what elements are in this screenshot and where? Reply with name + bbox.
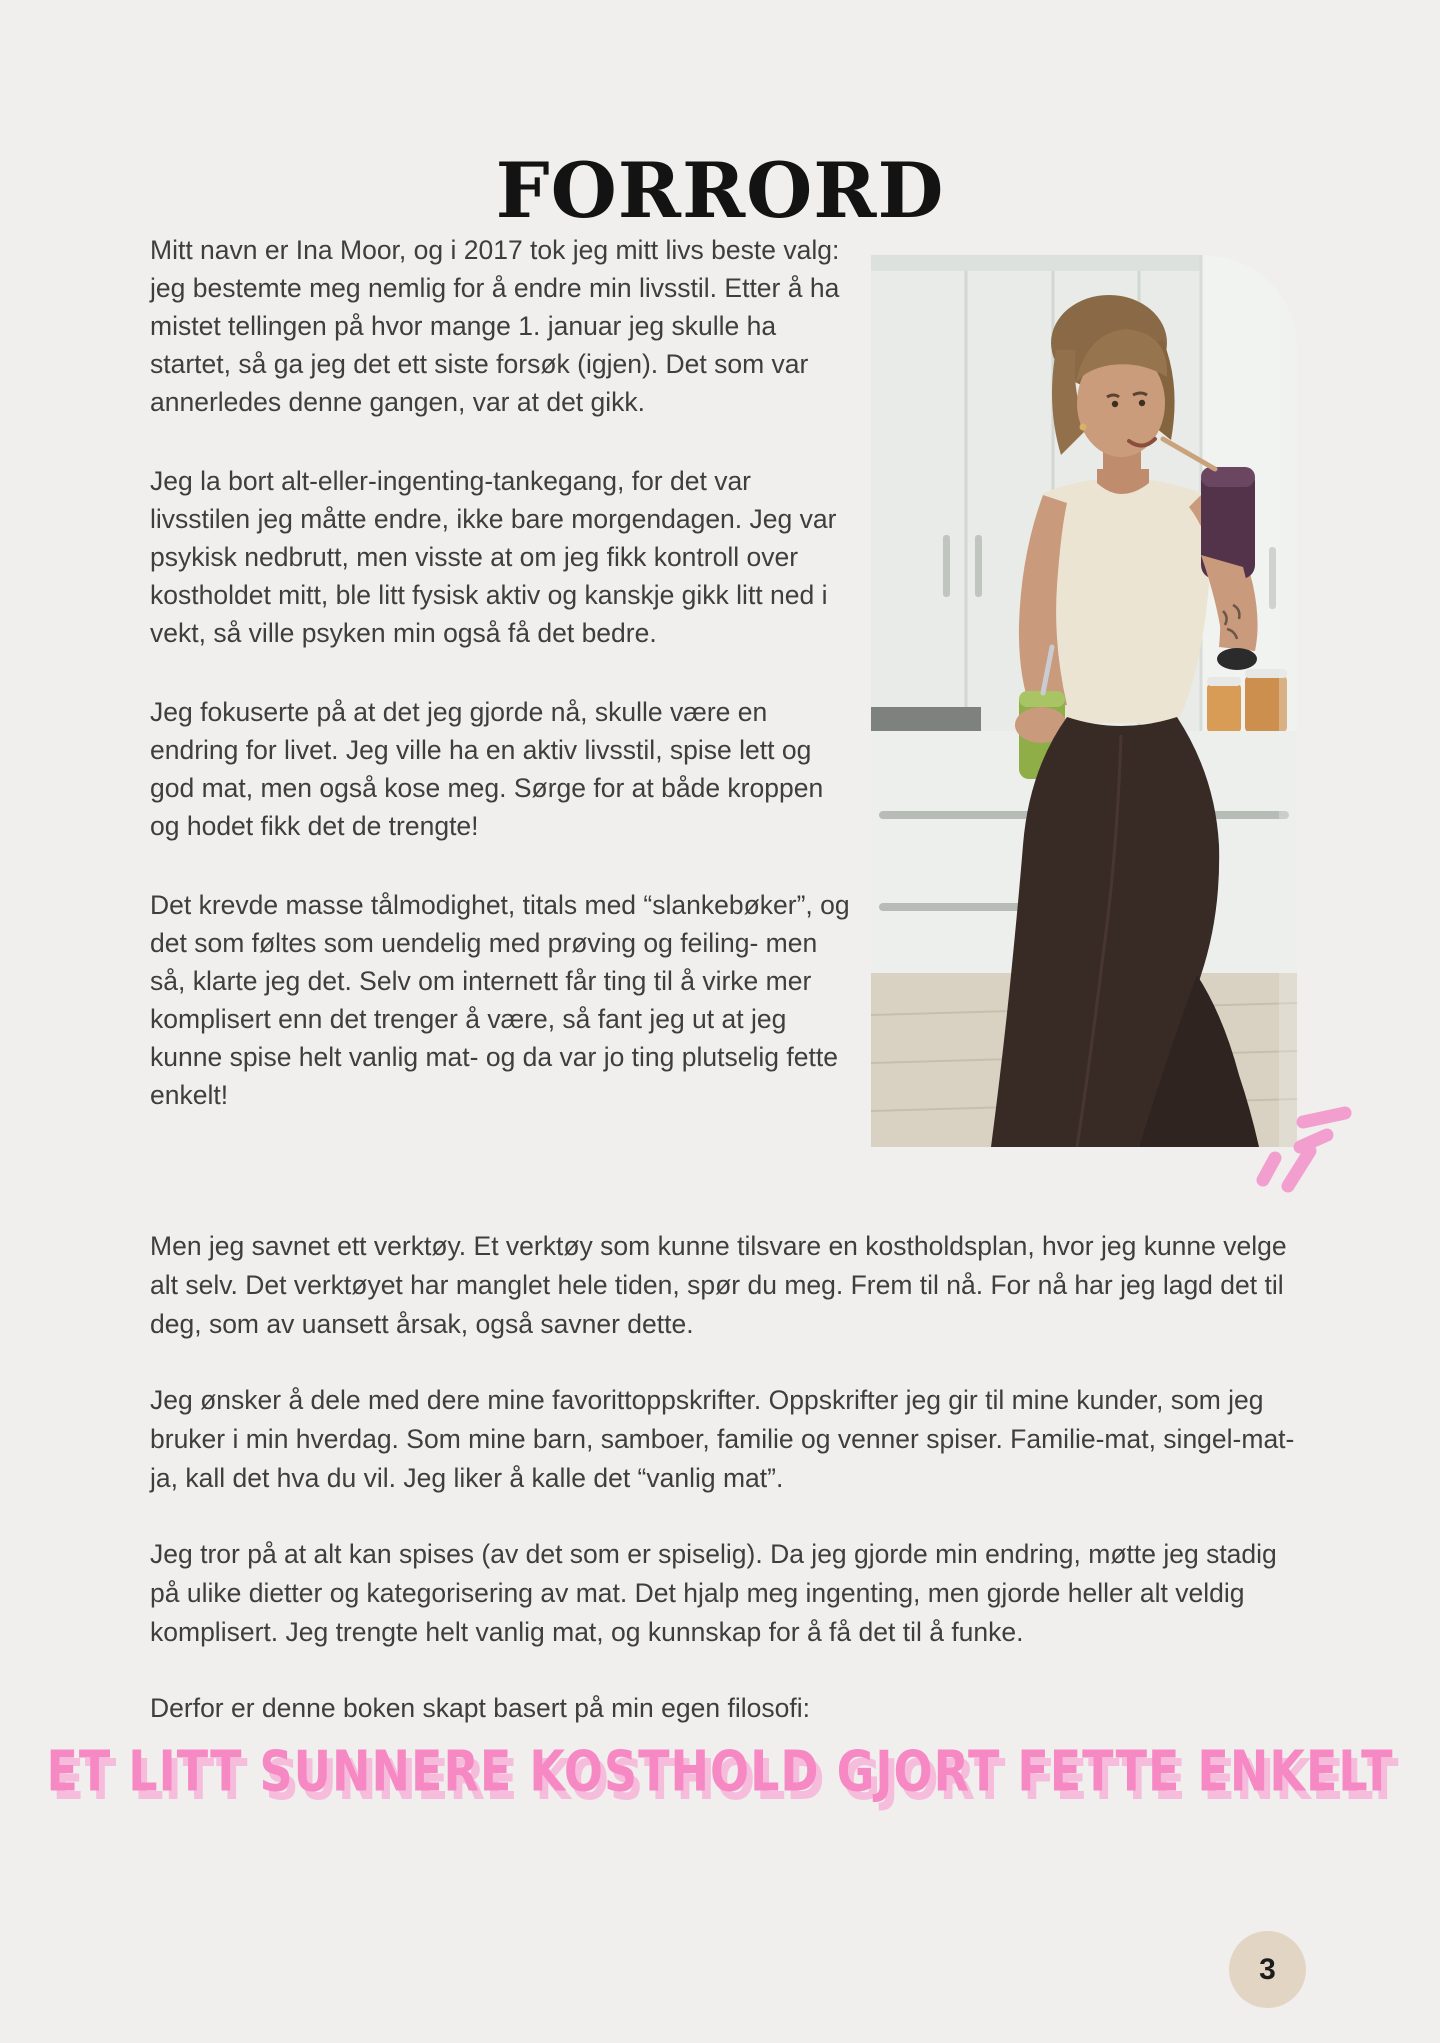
page-number-badge: [1229, 1931, 1306, 2008]
intro-text-column: [150, 231, 858, 1155]
philosophy-slogan: ET LITT SUNNERE KOSTHOLD GJORT FETTE ENKELT: [46, 1738, 1394, 1804]
paragraph: Det krevde masse tålmodighet, titals med “slankebøker”, og det som føltes som uendelig med prøving og feiling- men så, klarte jeg det. Selv om internett får ting til å virke mer komplisert enn det trenger å være, så fant jeg ut at jeg kunne spise helt vanlig mat- og da var jo ting plutselig fette enkelt!: [150, 890, 850, 1110]
page-number: 3: [1259, 1952, 1276, 1986]
body-text-full-width: [150, 1227, 1313, 1765]
page-title: FORRORD: [495, 145, 945, 235]
photo-illustration: [871, 255, 1297, 1147]
sparkle-icon: [1250, 1100, 1352, 1194]
paragraph: Jeg la bort alt-eller-ingenting-tankegang, for det var livsstilen jeg måtte endre, ikke bare morgendagen. Jeg var psykisk nedbrutt, men visste at om jeg fikk kontroll over kostholdet mitt, ble litt fysisk aktiv og kanskje gikk litt ned i vekt, så ville psyken min også få det bedre.: [150, 466, 837, 648]
author-photo: [871, 255, 1297, 1147]
paragraph: Derfor er denne boken skapt basert på min egen filosofi:: [150, 1693, 810, 1723]
paragraph: Mitt navn er Ina Moor, og i 2017 tok jeg mitt livs beste valg: jeg bestemte meg nemlig for å endre min livsstil. Etter å ha mistet tellingen på hvor mange 1. januar jeg skulle ha startet, så ga jeg det ett siste forsøk (igjen). Det som var annerledes denne gangen, var at det gikk.: [150, 235, 840, 417]
paragraph: Men jeg savnet ett verktøy. Et verktøy som kunne tilsvare en kostholdsplan, hvor jeg kunne velge alt selv. Det verktøyet har manglet hele tiden, spør du meg. Frem til nå. For nå har jeg lagd det til deg, som av uansett årsak, også savner dette.: [150, 1231, 1287, 1339]
paragraph: Jeg ønsker å dele med dere mine favorittoppskrifter. Oppskrifter jeg gir til mine kunder, som jeg bruker i min hverdag. Som mine barn, samboer, familie og venner spiser. Familie-mat, singel-mat- ja, kall det hva du vil. Jeg liker å kalle det “vanlig mat”.: [150, 1385, 1295, 1493]
paragraph: Jeg tror på at alt kan spises (av det som er spiselig). Da jeg gjorde min endring, møtte jeg stadig på ulike dietter og kategorisering av mat. Det hjalp meg ingenting, men gjorde heller alt veldig komplisert. Jeg trengte helt vanlig mat, og kunnskap for å få det til å funke.: [150, 1539, 1277, 1647]
paragraph: Jeg fokuserte på at det jeg gjorde nå, skulle være en endring for livet. Jeg ville ha en aktiv livsstil, spise lett og god mat, men også kose meg. Sørge for at både kroppen og hodet fikk det de trengte!: [150, 697, 824, 841]
